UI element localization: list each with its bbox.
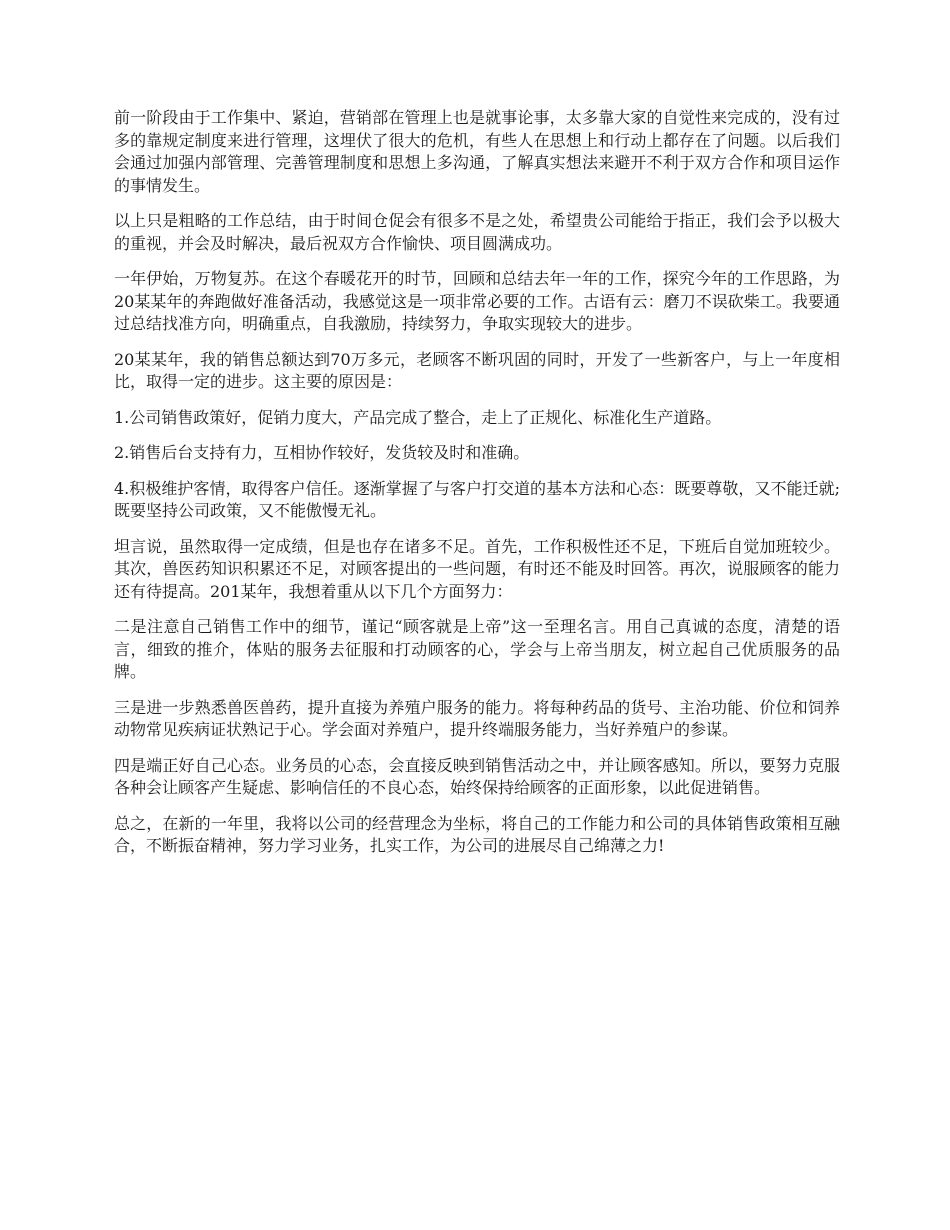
paragraph-3: 一年伊始，万物复苏。在这个春暖花开的时节，回顾和总结去年一年的工作，探究今年的工作思路，为20某某年的奔跑做好准备活动，我感觉这是一项非常必要的工作。古语有云：磨刀不误砍柴工。我要通过总结找准方向，明确重点，自我激励，持续努力，争取实现较大的进步。	[114, 269, 840, 333]
paragraph-4: 20某某年，我的销售总额达到70万多元，老顾客不断巩固的同时，开发了一些新客户，与上一年度相比，取得一定的进步。这主要的原因是：	[114, 349, 840, 391]
paragraph-5: 1.公司销售政策好，促销力度大，产品完成了整合，走上了正规化、标准化生产道路。	[114, 407, 722, 427]
paragraph-7: 4.积极维护客情，取得客户信任。逐渐掌握了与客户打交道的基本方法和心态：既要尊敬，又不能迁就;既要坚持公司政策，又不能傲慢无礼。	[114, 478, 840, 520]
paragraph-12: 总之，在新的一年里，我将以公司的经营理念为坐标，将自己的工作能力和公司的具体销售政策相互融合，不断振奋精神，努力学习业务，扎实工作，为公司的进展尽自己绵薄之力!	[114, 813, 840, 855]
paragraph-1: 前一阶段由于工作集中、紧迫，营销部在管理上也是就事论事，太多靠大家的自觉性来完成的，没有过多的靠规定制度来进行管理，这埋伏了很大的危机，有些人在思想上和行动上都存在了问题。以后我们会通过加强内部管理、完善管理制度和思想上多沟通，了解真实想法来避开不利于双方合作和项目运作的事情发生。	[114, 108, 840, 195]
paragraph-2: 以上只是粗略的工作总结，由于时间仓促会有很多不是之处，希望贵公司能给于指正，我们会予以极大的重视，并会及时解决，最后祝双方合作愉快、项目圆满成功。	[114, 211, 840, 253]
paragraph-6: 2.销售后台支持有力，互相协作较好，发货较及时和准确。	[114, 443, 530, 462]
paragraph-9: 二是注意自己销售工作中的细节，谨记“顾客就是上帝”这一至理名言。用自己真诚的态度，清楚的语言，细致的推介，体贴的服务去征服和打动顾客的心，学会与上帝当朋友，树立起自己优质服务的品牌。	[114, 617, 840, 681]
paragraph-8: 坦言说，虽然取得一定成绩，但是也存在诸多不足。首先，工作积极性还不足，下班后自觉加班较少。其次，兽医药知识积累还不足，对顾客提出的一些问题，有时还不能及时回答。再次，说服顾客的能力还有待提高。201某年，我想着重从以下几个方面努力：	[114, 536, 840, 601]
document-body	[114, 107, 840, 871]
paragraph-11: 四是端正好自己心态。业务员的心态，会直接反映到销售活动之中，并让顾客感知。所以，要努力克服各种会让顾客产生疑虑、影响信任的不良心态，始终保持给顾客的正面形象，以此促进销售。	[114, 755, 840, 797]
paragraph-10: 三是进一步熟悉兽医兽药，提升直接为养殖户服务的能力。将每种药品的货号、主治功能、价位和饲养动物常见疾病证状熟记于心。学会面对养殖户，提升终端服务能力，当好养殖户的参谋。	[114, 697, 840, 739]
